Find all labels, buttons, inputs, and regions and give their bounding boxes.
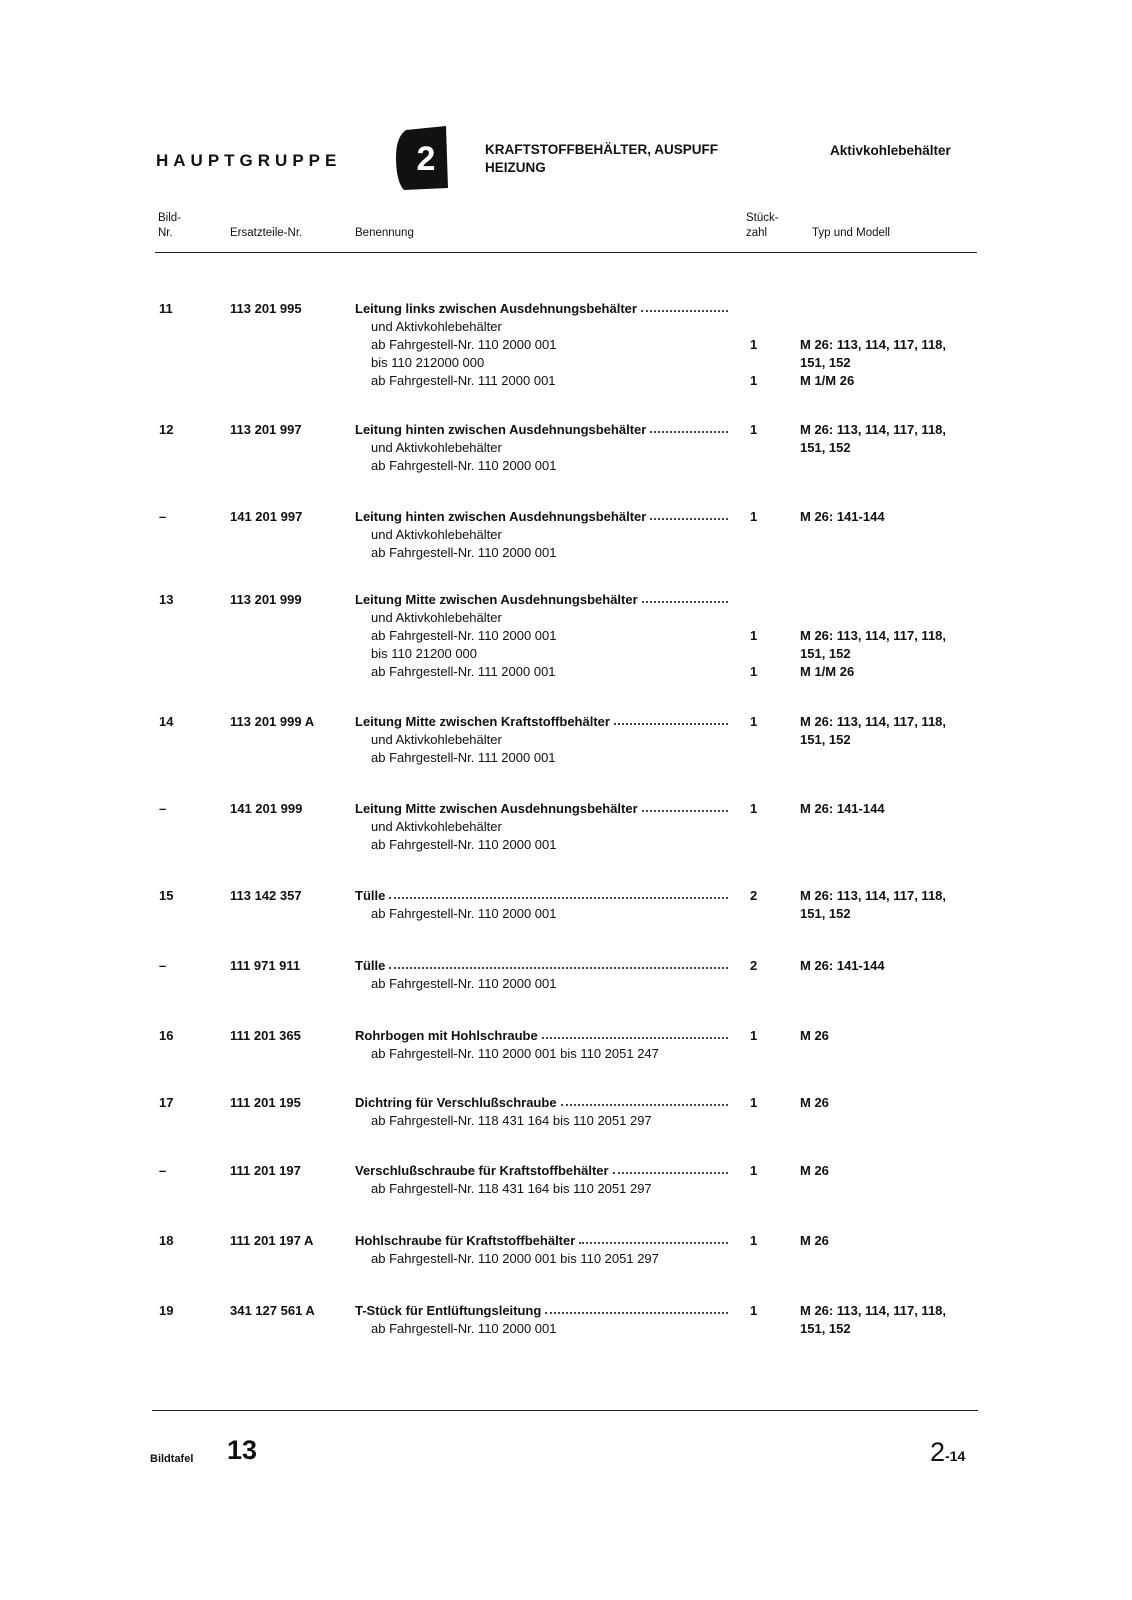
model-value: M 26: 113, 114, 117, 118, <box>800 1303 947 1318</box>
model-value: M 1/M 26 <box>800 664 855 679</box>
quantity-value: 1 <box>750 1095 758 1110</box>
part-detail: und Aktivkohlebehälter <box>371 610 502 625</box>
part-name: Leitung links zwischen Ausdehnungsbehälter <box>355 301 637 316</box>
model-value: M 26: 113, 114, 117, 118, <box>800 714 947 729</box>
part-number: 111 201 197 <box>230 1163 301 1178</box>
part-number: 111 201 195 <box>230 1095 301 1110</box>
picture-number: – <box>159 958 167 973</box>
leader-dots <box>542 1027 728 1039</box>
group-number-badge <box>396 126 448 190</box>
part-description <box>355 1094 730 1130</box>
column-header-qty-bottom: zahl <box>746 227 768 239</box>
picture-number: – <box>159 801 167 816</box>
leader-dots <box>641 300 728 312</box>
model-value: M 26: 113, 114, 117, 118, <box>800 628 947 643</box>
column-header-qty <box>746 211 779 241</box>
column-header-part-no: Ersatzteile-Nr. <box>230 227 303 239</box>
model-applicability <box>800 1232 829 1250</box>
part-description <box>355 957 730 993</box>
part-detail: ab Fahrgestell-Nr. 118 431 164 bis 110 2051 297 <box>371 1181 652 1196</box>
part-name-line <box>355 1162 730 1180</box>
subsection-title: Aktivkohlebehälter <box>830 143 951 158</box>
quantity-value <box>750 591 757 609</box>
part-name: T-Stück für Entlüftungsleitung <box>355 1303 542 1318</box>
page-number-main: 2 <box>930 1437 946 1467</box>
model-value: M 1/M 26 <box>800 373 855 388</box>
part-number: 113 201 995 <box>230 301 302 316</box>
model-value: M 26 <box>800 1233 829 1248</box>
quantity <box>750 1027 757 1045</box>
part-detail: bis 110 21200 000 <box>371 646 478 661</box>
part-name-line <box>355 1094 730 1112</box>
leader-dots <box>561 1094 728 1106</box>
model-value: M 26 <box>800 1163 829 1178</box>
part-description <box>355 800 730 854</box>
column-header-bild-bottom: Nr. <box>158 227 173 239</box>
plate-number: 13 <box>227 1435 258 1465</box>
column-header-model: Typ und Modell <box>812 227 890 239</box>
quantity <box>750 713 757 731</box>
column-header-qty-top: Stück- <box>746 212 779 224</box>
quantity-value: 2 <box>750 958 758 973</box>
model-value: 151, 152 <box>800 906 851 921</box>
part-detail: ab Fahrgestell-Nr. 110 2000 001 <box>371 337 557 352</box>
model-value: 151, 152 <box>800 355 851 370</box>
part-description <box>355 887 730 923</box>
part-name-line <box>355 887 730 905</box>
quantity <box>750 957 757 975</box>
quantity <box>750 1302 757 1320</box>
model-value: M 26: 141-144 <box>800 958 885 973</box>
quantity-value: 1 <box>750 422 758 437</box>
quantity-value: 1 <box>750 1303 758 1318</box>
part-number: 111 201 365 <box>230 1028 301 1043</box>
part-detail: ab Fahrgestell-Nr. 110 2000 001 <box>371 1321 557 1336</box>
part-number: 141 201 999 <box>230 801 303 816</box>
model-value: M 26 <box>800 1028 829 1043</box>
group-number: 2 <box>416 140 436 178</box>
leader-dots <box>650 508 728 520</box>
quantity-value: 1 <box>750 1028 758 1043</box>
part-name-line <box>355 800 730 818</box>
quantity-value: 1 <box>750 337 758 352</box>
footer-divider <box>152 1410 978 1411</box>
part-name: Tülle <box>355 958 386 973</box>
model-applicability <box>800 713 946 749</box>
quantity-value: 1 <box>750 714 758 729</box>
part-name-line <box>355 300 730 318</box>
model-value: M 26: 113, 114, 117, 118, <box>800 337 947 352</box>
quantity-value: 1 <box>750 628 758 643</box>
model-value: 151, 152 <box>800 646 851 661</box>
model-value <box>800 318 946 336</box>
model-applicability <box>800 1027 829 1045</box>
section-title-line2: HEIZUNG <box>485 160 546 175</box>
column-header-name: Benennung <box>355 227 414 239</box>
model-value: M 26: 113, 114, 117, 118, <box>800 422 947 437</box>
model-applicability <box>800 957 885 975</box>
part-description <box>355 591 730 681</box>
part-description <box>355 1302 730 1338</box>
model-value: 151, 152 <box>800 1321 851 1336</box>
part-detail: und Aktivkohlebehälter <box>371 319 502 334</box>
part-name-line <box>355 421 730 439</box>
part-name: Tülle <box>355 888 386 903</box>
quantity-value: 1 <box>750 509 758 524</box>
quantity <box>750 1094 757 1112</box>
quantity-value <box>750 609 757 627</box>
model-applicability <box>800 1302 946 1338</box>
leader-dots <box>642 591 728 603</box>
part-description <box>355 1027 730 1063</box>
quantity <box>750 421 757 439</box>
quantity-value: 1 <box>750 373 758 388</box>
part-detail: ab Fahrgestell-Nr. 110 2000 001 <box>371 545 557 560</box>
part-number: 113 201 999 A <box>230 714 315 729</box>
picture-number: 17 <box>159 1095 174 1110</box>
column-header-bild-top: Bild- <box>158 212 182 224</box>
part-detail: ab Fahrgestell-Nr. 110 2000 001 <box>371 976 557 991</box>
leader-dots <box>389 957 728 969</box>
model-applicability <box>800 300 946 390</box>
part-detail: ab Fahrgestell-Nr. 111 2000 001 <box>371 664 556 679</box>
page-number-suffix: -14 <box>945 1448 966 1464</box>
part-number: 111 201 197 A <box>230 1233 314 1248</box>
part-detail: ab Fahrgestell-Nr. 110 2000 001 <box>371 628 557 643</box>
leader-dots <box>389 887 728 899</box>
part-detail: ab Fahrgestell-Nr. 118 431 164 bis 110 2051 297 <box>371 1113 652 1128</box>
leader-dots <box>579 1232 728 1244</box>
quantity-value <box>750 645 757 663</box>
part-detail: ab Fahrgestell-Nr. 111 2000 001 <box>371 373 556 388</box>
picture-number: 11 <box>159 301 173 316</box>
part-name: Leitung hinten zwischen Ausdehnungsbehälter <box>355 422 647 437</box>
part-name: Leitung Mitte zwischen Kraftstoffbehälter <box>355 714 610 729</box>
quantity <box>750 887 757 905</box>
quantity-value <box>750 354 757 372</box>
model-applicability <box>800 887 946 923</box>
model-value: M 26 <box>800 1095 829 1110</box>
header-divider <box>155 252 977 253</box>
picture-number: 14 <box>159 714 174 729</box>
picture-number: 15 <box>159 888 174 903</box>
quantity <box>750 300 757 390</box>
part-number: 113 201 997 <box>230 422 302 437</box>
part-detail: ab Fahrgestell-Nr. 110 2000 001 <box>371 837 557 852</box>
plate-label: Bildtafel <box>150 1453 194 1465</box>
part-name: Dichtring für Verschlußschraube <box>355 1095 557 1110</box>
quantity-value: 2 <box>750 888 758 903</box>
page-number <box>930 1437 965 1468</box>
model-value: M 26: 113, 114, 117, 118, <box>800 888 947 903</box>
part-name: Leitung Mitte zwischen Ausdehnungsbehälter <box>355 592 638 607</box>
part-description <box>355 421 730 475</box>
part-detail: und Aktivkohlebehälter <box>371 440 502 455</box>
leader-dots <box>614 713 728 725</box>
main-group-title: HAUPTGRUPPE <box>156 151 342 170</box>
model-value: M 26: 141-144 <box>800 509 885 524</box>
quantity <box>750 1162 757 1180</box>
model-applicability <box>800 1094 829 1112</box>
part-name-line <box>355 508 730 526</box>
section-title <box>485 141 718 177</box>
leader-dots <box>613 1162 728 1174</box>
part-name: Leitung Mitte zwischen Ausdehnungsbehälter <box>355 801 638 816</box>
quantity-value: 1 <box>750 1163 758 1178</box>
quantity <box>750 1232 757 1250</box>
column-header-bild <box>158 211 181 241</box>
part-description <box>355 1232 730 1268</box>
part-number: 341 127 561 A <box>230 1303 315 1318</box>
part-name: Hohlschraube für Kraftstoffbehälter <box>355 1233 576 1248</box>
part-number: 113 201 999 <box>230 592 302 607</box>
model-applicability <box>800 591 946 681</box>
model-value <box>800 300 946 318</box>
model-applicability <box>800 800 885 818</box>
model-value: M 26: 141-144 <box>800 801 885 816</box>
picture-number: 19 <box>159 1303 174 1318</box>
part-name: Rohrbogen mit Hohlschraube <box>355 1028 538 1043</box>
picture-number: 16 <box>159 1028 174 1043</box>
picture-number: 12 <box>159 422 174 437</box>
part-name-line <box>355 957 730 975</box>
part-name-line <box>355 591 730 609</box>
model-applicability <box>800 421 946 457</box>
leader-dots <box>545 1302 728 1314</box>
part-description <box>355 508 730 562</box>
part-name: Verschlußschraube für Kraftstoffbehälter <box>355 1163 609 1178</box>
part-detail: ab Fahrgestell-Nr. 111 2000 001 <box>371 750 556 765</box>
part-detail: und Aktivkohlebehälter <box>371 732 502 747</box>
leader-dots <box>642 800 728 812</box>
group-badge-shape-icon <box>396 126 448 190</box>
part-name-line <box>355 1232 730 1250</box>
quantity-value: 1 <box>750 664 758 679</box>
part-name: Leitung hinten zwischen Ausdehnungsbehälter <box>355 509 647 524</box>
picture-number: – <box>159 509 167 524</box>
model-value: 151, 152 <box>800 732 851 747</box>
section-title-line1: KRAFTSTOFFBEHÄLTER, AUSPUFF <box>485 142 718 157</box>
leader-dots <box>650 421 728 433</box>
picture-number: – <box>159 1163 167 1178</box>
part-detail: ab Fahrgestell-Nr. 110 2000 001 <box>371 458 557 473</box>
picture-number: 18 <box>159 1233 174 1248</box>
part-number: 111 971 911 <box>230 958 301 973</box>
part-detail: bis 110 212000 000 <box>371 355 485 370</box>
part-description <box>355 300 730 390</box>
part-number: 141 201 997 <box>230 509 303 524</box>
part-detail: und Aktivkohlebehälter <box>371 527 502 542</box>
model-value: 151, 152 <box>800 440 851 455</box>
part-detail: ab Fahrgestell-Nr. 110 2000 001 <box>371 906 557 921</box>
quantity-value: 1 <box>750 1233 758 1248</box>
part-name-line <box>355 1302 730 1320</box>
quantity-value <box>750 318 757 336</box>
quantity <box>750 591 757 681</box>
part-description <box>355 1162 730 1198</box>
model-value <box>800 591 946 609</box>
model-applicability <box>800 1162 829 1180</box>
part-name-line <box>355 713 730 731</box>
quantity-value <box>750 300 757 318</box>
model-value <box>800 609 946 627</box>
quantity <box>750 508 757 526</box>
quantity <box>750 800 757 818</box>
part-detail: ab Fahrgestell-Nr. 110 2000 001 bis 110 2051 297 <box>371 1251 659 1266</box>
part-name-line <box>355 1027 730 1045</box>
model-applicability <box>800 508 885 526</box>
part-description <box>355 713 730 767</box>
quantity-value: 1 <box>750 801 758 816</box>
part-detail: und Aktivkohlebehälter <box>371 819 502 834</box>
part-number: 113 142 357 <box>230 888 302 903</box>
part-detail: ab Fahrgestell-Nr. 110 2000 001 bis 110 2051 247 <box>371 1046 659 1061</box>
picture-number: 13 <box>159 592 174 607</box>
